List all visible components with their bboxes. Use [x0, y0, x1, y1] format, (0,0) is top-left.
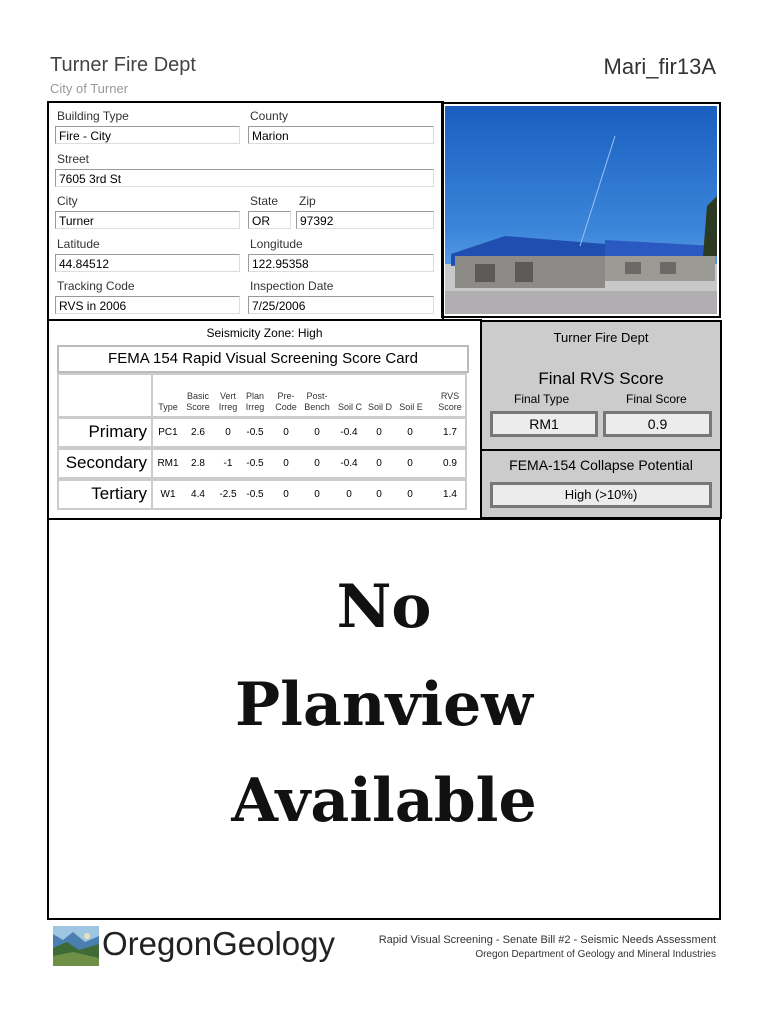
row-rvs: 0.9 [443, 458, 457, 469]
longitude-label: Longitude [250, 237, 303, 251]
col-rvs-line2: Score [438, 402, 462, 412]
city-field: Turner [55, 211, 240, 229]
page-title: Turner Fire Dept [50, 54, 196, 76]
col-pre-line1: Pre- [277, 391, 295, 401]
final-rvs-title: Final RVS Score [538, 369, 664, 388]
building-type-label: Building Type [57, 109, 129, 123]
col-pre-line2: Code [275, 402, 297, 412]
col-plan-line1: Plan [245, 391, 264, 401]
final-type-label: Final Type [514, 392, 570, 406]
col-rvs-line1: RVS [440, 391, 460, 401]
row-rvs: 1.4 [443, 489, 457, 500]
city-label: City [57, 194, 78, 208]
row-type: W1 [160, 489, 176, 500]
inspection-date-field: 7/25/2006 [248, 296, 434, 314]
col-post-line2: Bench [304, 402, 330, 412]
site-id: Mari_fir13A [603, 54, 716, 79]
footer-agency: Oregon Department of Geology and Mineral Industries [475, 949, 716, 960]
planview-line-1: No [336, 572, 432, 642]
row-soil-c: 0 [346, 489, 352, 500]
building-photo [445, 106, 717, 314]
building-info-panel [47, 101, 444, 321]
state-field: OR [248, 211, 291, 229]
row-label: Tertiary [91, 484, 147, 503]
row-plan: -0.5 [246, 458, 264, 469]
seismicity-zone: Seismicity Zone: High [206, 326, 323, 340]
county-label: County [250, 109, 289, 123]
col-basic-line2: Score [186, 402, 210, 412]
row-soil-e: 0 [407, 427, 413, 438]
row-plan: -0.5 [246, 489, 264, 500]
row-label: Secondary [65, 453, 147, 472]
score-card-panel [47, 319, 482, 520]
street-field: 7605 3rd St [55, 169, 434, 187]
zip-field: 97392 [296, 211, 434, 229]
oregon-geology-logo-text: OregonGeology [102, 925, 335, 962]
header-label-cell [57, 373, 153, 418]
building-photo-frame [441, 102, 721, 318]
planview-panel [47, 518, 721, 920]
col-vert-line2: Irreg [218, 402, 238, 412]
zip-label: Zip [299, 194, 316, 208]
tracking-code-label: Tracking Code [57, 279, 135, 293]
collapse-potential-panel [480, 449, 722, 519]
col-type: Type [158, 402, 178, 412]
collapse-potential-value: High (>10%) [490, 482, 712, 508]
score-card-title: FEMA 154 Rapid Visual Screening Score Card [57, 345, 469, 373]
row-basic: 2.6 [191, 427, 205, 438]
row-rvs: 1.7 [443, 427, 457, 438]
latitude-field: 44.84512 [55, 254, 240, 272]
building-type-field: Fire - City [55, 126, 240, 144]
row-soil-e: 0 [407, 489, 413, 500]
tracking-code-field: RVS in 2006 [55, 296, 240, 314]
row-soil-c: -0.4 [340, 458, 358, 469]
row-soil-d: 0 [376, 458, 382, 469]
row-basic: 4.4 [191, 489, 205, 500]
row-vert: 0 [225, 427, 231, 438]
row-vert: -2.5 [219, 489, 237, 500]
final-score-label: Final Score [626, 392, 687, 406]
street-label: Street [57, 152, 90, 166]
row-pre: 0 [283, 427, 289, 438]
collapse-potential-title: FEMA-154 Collapse Potential [509, 457, 693, 473]
row-vert: -1 [223, 458, 233, 469]
col-soil-d: Soil D [367, 402, 392, 412]
row-soil-c: -0.4 [340, 427, 358, 438]
longitude-field: 122.95358 [248, 254, 434, 272]
row-soil-d: 0 [376, 427, 382, 438]
final-type-value: RM1 [490, 411, 598, 437]
page-subtitle: City of Turner [50, 81, 129, 96]
col-vert-line1: Vert [219, 391, 236, 401]
row-type: PC1 [158, 427, 178, 438]
col-soil-e: Soil E [399, 402, 423, 412]
row-plan: -0.5 [246, 427, 264, 438]
col-plan-line2: Irreg [245, 402, 265, 412]
final-rvs-panel [480, 320, 722, 451]
row-type: RM1 [157, 458, 179, 469]
row-label: Primary [88, 422, 147, 441]
planview-line-3: Available [231, 766, 537, 836]
col-soil-c: Soil C [337, 402, 362, 412]
row-pre: 0 [283, 489, 289, 500]
inspection-date-label: Inspection Date [250, 279, 334, 293]
county-field: Marion [248, 126, 434, 144]
state-label: State [250, 194, 279, 208]
final-score-value: 0.9 [603, 411, 712, 437]
planview-line-2: Planview [235, 670, 533, 740]
final-panel-heading: Turner Fire Dept [553, 330, 649, 345]
row-basic: 2.8 [191, 458, 205, 469]
latitude-label: Latitude [57, 237, 100, 251]
row-soil-e: 0 [407, 458, 413, 469]
oregon-geology-logo-icon [53, 926, 99, 966]
row-post: 0 [314, 458, 320, 469]
footer-program: Rapid Visual Screening - Senate Bill #2 - Seismic Needs Assessment [378, 934, 716, 946]
col-basic-line1: Basic [186, 391, 209, 401]
row-pre: 0 [283, 458, 289, 469]
row-post: 0 [314, 427, 320, 438]
row-soil-d: 0 [376, 489, 382, 500]
row-post: 0 [314, 489, 320, 500]
col-post-line1: Post- [306, 391, 328, 401]
